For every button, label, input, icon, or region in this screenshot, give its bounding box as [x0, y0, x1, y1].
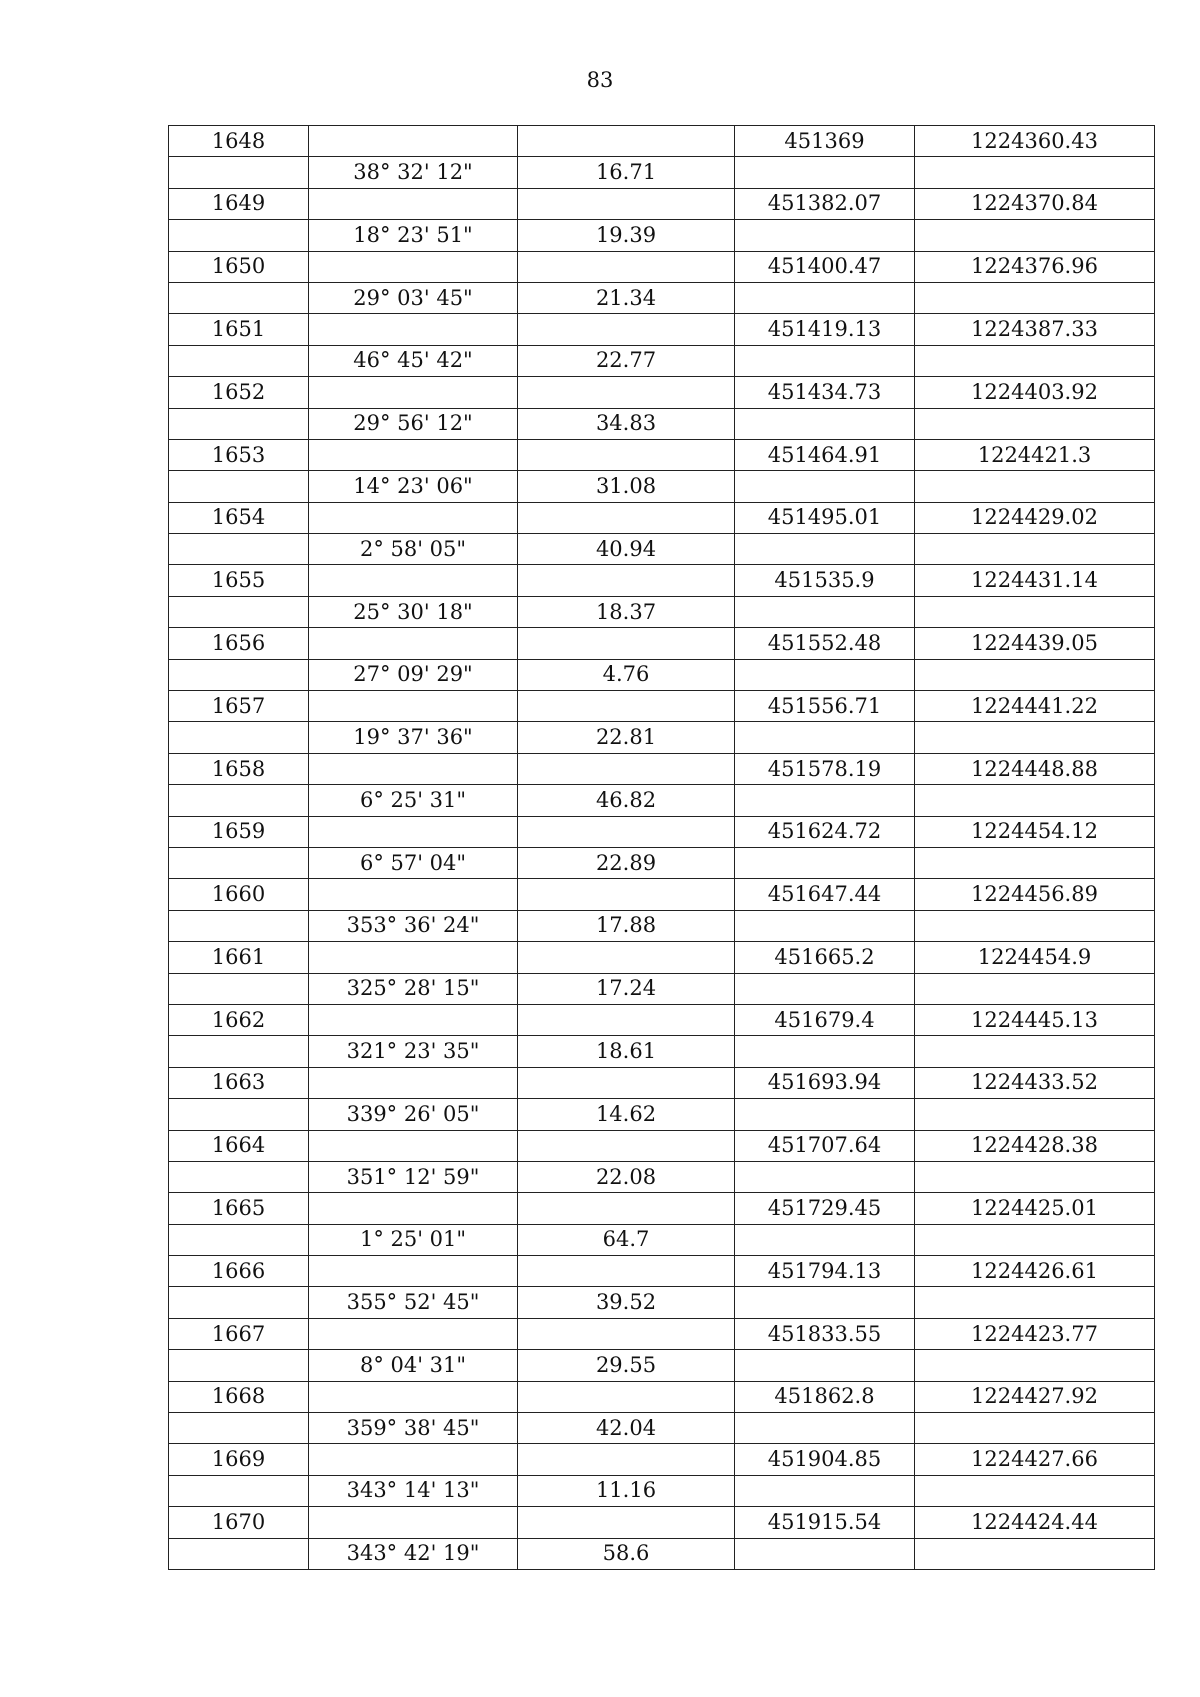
bearing-cell	[309, 1067, 518, 1098]
station-cell	[169, 408, 309, 439]
station-cell: 1654	[169, 502, 309, 533]
station-cell	[169, 910, 309, 941]
northing-cell	[735, 471, 915, 502]
table-row	[169, 157, 1155, 188]
easting-cell	[915, 910, 1155, 941]
easting-cell: 1224441.22	[915, 691, 1155, 722]
bearing-cell: 6° 25' 31"	[309, 785, 518, 816]
station-cell: 1670	[169, 1507, 309, 1538]
easting-cell: 1224423.77	[915, 1318, 1155, 1349]
northing-cell	[735, 1099, 915, 1130]
northing-cell: 451434.73	[735, 377, 915, 408]
table-row	[169, 408, 1155, 439]
station-cell: 1662	[169, 1004, 309, 1035]
northing-cell: 451495.01	[735, 502, 915, 533]
table-row	[169, 1256, 1155, 1287]
bearing-cell	[309, 314, 518, 345]
bearing-cell: 18° 23' 51"	[309, 220, 518, 251]
easting-cell: 1224454.12	[915, 816, 1155, 847]
easting-cell: 1224439.05	[915, 628, 1155, 659]
northing-cell	[735, 1350, 915, 1381]
easting-cell: 1224428.38	[915, 1130, 1155, 1161]
distance-cell	[518, 691, 735, 722]
northing-cell: 451552.48	[735, 628, 915, 659]
northing-cell: 451693.94	[735, 1067, 915, 1098]
bearing-cell	[309, 1507, 518, 1538]
table-row	[169, 1193, 1155, 1224]
northing-cell	[735, 408, 915, 439]
table-row	[169, 753, 1155, 784]
easting-cell	[915, 722, 1155, 753]
easting-cell: 1224424.44	[915, 1507, 1155, 1538]
bearing-cell	[309, 188, 518, 219]
table-row	[169, 534, 1155, 565]
distance-cell	[518, 1507, 735, 1538]
bearing-cell	[309, 691, 518, 722]
bearing-cell	[309, 1318, 518, 1349]
northing-cell	[735, 596, 915, 627]
bearing-cell	[309, 377, 518, 408]
easting-cell	[915, 973, 1155, 1004]
table-row	[169, 282, 1155, 313]
easting-cell	[915, 847, 1155, 878]
northing-cell	[735, 1475, 915, 1506]
station-cell: 1665	[169, 1193, 309, 1224]
bearing-cell: 1° 25' 01"	[309, 1224, 518, 1255]
station-cell: 1668	[169, 1381, 309, 1412]
station-cell	[169, 1475, 309, 1506]
distance-cell: 4.76	[518, 659, 735, 690]
northing-cell	[735, 973, 915, 1004]
distance-cell	[518, 753, 735, 784]
distance-cell	[518, 1256, 735, 1287]
table-row	[169, 188, 1155, 219]
bearing-cell	[309, 879, 518, 910]
table-row	[169, 314, 1155, 345]
table-row	[169, 1036, 1155, 1067]
table-row	[169, 1318, 1155, 1349]
bearing-cell: 29° 03' 45"	[309, 282, 518, 313]
northing-cell	[735, 1161, 915, 1192]
station-cell: 1651	[169, 314, 309, 345]
station-cell	[169, 847, 309, 878]
northing-cell: 451665.2	[735, 942, 915, 973]
distance-cell: 40.94	[518, 534, 735, 565]
distance-cell: 58.6	[518, 1538, 735, 1569]
northing-cell	[735, 659, 915, 690]
table-row	[169, 1224, 1155, 1255]
northing-cell	[735, 1413, 915, 1444]
station-cell	[169, 282, 309, 313]
distance-cell: 18.61	[518, 1036, 735, 1067]
easting-cell	[915, 408, 1155, 439]
distance-cell: 19.39	[518, 220, 735, 251]
table-row	[169, 1413, 1155, 1444]
distance-cell: 16.71	[518, 157, 735, 188]
easting-cell: 1224433.52	[915, 1067, 1155, 1098]
table-row	[169, 1381, 1155, 1412]
station-cell	[169, 1350, 309, 1381]
northing-cell	[735, 910, 915, 941]
northing-cell: 451915.54	[735, 1507, 915, 1538]
easting-cell	[915, 785, 1155, 816]
table-row	[169, 659, 1155, 690]
bearing-cell: 353° 36' 24"	[309, 910, 518, 941]
table-row	[169, 377, 1155, 408]
distance-cell: 64.7	[518, 1224, 735, 1255]
northing-cell	[735, 345, 915, 376]
table-row	[169, 220, 1155, 251]
table-row	[169, 1538, 1155, 1569]
distance-cell	[518, 1444, 735, 1475]
distance-cell	[518, 188, 735, 219]
table-row	[169, 910, 1155, 941]
page-number: 83	[586, 68, 614, 92]
easting-cell: 1224427.92	[915, 1381, 1155, 1412]
easting-cell: 1224448.88	[915, 753, 1155, 784]
bearing-cell	[309, 565, 518, 596]
easting-cell: 1224425.01	[915, 1193, 1155, 1224]
easting-cell	[915, 1475, 1155, 1506]
bearing-cell	[309, 1381, 518, 1412]
easting-cell: 1224421.3	[915, 439, 1155, 470]
station-cell	[169, 973, 309, 1004]
bearing-cell: 25° 30' 18"	[309, 596, 518, 627]
northing-cell	[735, 1224, 915, 1255]
station-cell	[169, 1538, 309, 1569]
northing-cell	[735, 847, 915, 878]
northing-cell: 451369	[735, 126, 915, 157]
northing-cell	[735, 1287, 915, 1318]
distance-cell	[518, 1067, 735, 1098]
table-row	[169, 471, 1155, 502]
northing-cell	[735, 1036, 915, 1067]
northing-cell: 451707.64	[735, 1130, 915, 1161]
easting-cell: 1224429.02	[915, 502, 1155, 533]
distance-cell: 39.52	[518, 1287, 735, 1318]
bearing-cell: 339° 26' 05"	[309, 1099, 518, 1130]
easting-cell	[915, 1099, 1155, 1130]
table-row	[169, 596, 1155, 627]
easting-cell	[915, 659, 1155, 690]
bearing-cell: 321° 23' 35"	[309, 1036, 518, 1067]
northing-cell: 451400.47	[735, 251, 915, 282]
bearing-cell	[309, 1193, 518, 1224]
distance-cell	[518, 439, 735, 470]
northing-cell: 451647.44	[735, 879, 915, 910]
bearing-cell	[309, 942, 518, 973]
table-row	[169, 502, 1155, 533]
bearing-cell: 343° 42' 19"	[309, 1538, 518, 1569]
easting-cell	[915, 282, 1155, 313]
easting-cell	[915, 534, 1155, 565]
easting-cell: 1224454.9	[915, 942, 1155, 973]
easting-cell	[915, 1161, 1155, 1192]
bearing-cell: 8° 04' 31"	[309, 1350, 518, 1381]
table-row	[169, 345, 1155, 376]
northing-cell	[735, 282, 915, 313]
easting-cell: 1224370.84	[915, 188, 1155, 219]
station-cell: 1669	[169, 1444, 309, 1475]
easting-cell: 1224403.92	[915, 377, 1155, 408]
table-row	[169, 1507, 1155, 1538]
station-cell	[169, 1413, 309, 1444]
table-row	[169, 565, 1155, 596]
table-row	[169, 879, 1155, 910]
table-row	[169, 1004, 1155, 1035]
station-cell: 1650	[169, 251, 309, 282]
table-row	[169, 439, 1155, 470]
easting-cell: 1224387.33	[915, 314, 1155, 345]
table-row	[169, 1130, 1155, 1161]
distance-cell	[518, 1318, 735, 1349]
survey-table	[168, 125, 1155, 1570]
easting-cell: 1224456.89	[915, 879, 1155, 910]
bearing-cell: 355° 52' 45"	[309, 1287, 518, 1318]
station-cell	[169, 785, 309, 816]
station-cell: 1660	[169, 879, 309, 910]
northing-cell: 451794.13	[735, 1256, 915, 1287]
table-row	[169, 1444, 1155, 1475]
northing-cell: 451624.72	[735, 816, 915, 847]
station-cell: 1655	[169, 565, 309, 596]
northing-cell: 451729.45	[735, 1193, 915, 1224]
station-cell	[169, 345, 309, 376]
table-row	[169, 847, 1155, 878]
station-cell: 1656	[169, 628, 309, 659]
bearing-cell	[309, 753, 518, 784]
table-row	[169, 1287, 1155, 1318]
easting-cell	[915, 1538, 1155, 1569]
easting-cell	[915, 1350, 1155, 1381]
station-cell: 1649	[169, 188, 309, 219]
easting-cell	[915, 157, 1155, 188]
northing-cell: 451904.85	[735, 1444, 915, 1475]
bearing-cell: 38° 32' 12"	[309, 157, 518, 188]
bearing-cell: 29° 56' 12"	[309, 408, 518, 439]
bearing-cell: 343° 14' 13"	[309, 1475, 518, 1506]
distance-cell	[518, 565, 735, 596]
distance-cell	[518, 942, 735, 973]
station-cell: 1664	[169, 1130, 309, 1161]
bearing-cell: 359° 38' 45"	[309, 1413, 518, 1444]
station-cell	[169, 1224, 309, 1255]
distance-cell: 14.62	[518, 1099, 735, 1130]
northing-cell	[735, 157, 915, 188]
bearing-cell	[309, 126, 518, 157]
distance-cell: 22.89	[518, 847, 735, 878]
station-cell	[169, 1099, 309, 1130]
bearing-cell: 27° 09' 29"	[309, 659, 518, 690]
bearing-cell: 351° 12' 59"	[309, 1161, 518, 1192]
station-cell: 1661	[169, 942, 309, 973]
easting-cell	[915, 471, 1155, 502]
distance-cell	[518, 628, 735, 659]
bearing-cell	[309, 439, 518, 470]
northing-cell: 451679.4	[735, 1004, 915, 1035]
distance-cell	[518, 251, 735, 282]
station-cell	[169, 659, 309, 690]
bearing-cell	[309, 251, 518, 282]
bearing-cell: 325° 28' 15"	[309, 973, 518, 1004]
table-row	[169, 251, 1155, 282]
distance-cell: 42.04	[518, 1413, 735, 1444]
station-cell	[169, 534, 309, 565]
table-row	[169, 126, 1155, 157]
distance-cell	[518, 879, 735, 910]
distance-cell: 34.83	[518, 408, 735, 439]
distance-cell: 22.08	[518, 1161, 735, 1192]
easting-cell: 1224426.61	[915, 1256, 1155, 1287]
bearing-cell	[309, 1004, 518, 1035]
station-cell: 1667	[169, 1318, 309, 1349]
table-row	[169, 973, 1155, 1004]
table-row	[169, 785, 1155, 816]
distance-cell	[518, 1130, 735, 1161]
station-cell: 1652	[169, 377, 309, 408]
station-cell: 1659	[169, 816, 309, 847]
distance-cell: 22.77	[518, 345, 735, 376]
distance-cell: 22.81	[518, 722, 735, 753]
station-cell: 1653	[169, 439, 309, 470]
station-cell	[169, 1287, 309, 1318]
bearing-cell	[309, 1444, 518, 1475]
northing-cell: 451535.9	[735, 565, 915, 596]
northing-cell: 451419.13	[735, 314, 915, 345]
station-cell	[169, 596, 309, 627]
bearing-cell	[309, 628, 518, 659]
bearing-cell	[309, 816, 518, 847]
station-cell: 1666	[169, 1256, 309, 1287]
distance-cell	[518, 816, 735, 847]
bearing-cell	[309, 1256, 518, 1287]
station-cell: 1648	[169, 126, 309, 157]
distance-cell	[518, 377, 735, 408]
table-row	[169, 628, 1155, 659]
distance-cell	[518, 1381, 735, 1412]
easting-cell	[915, 596, 1155, 627]
bearing-cell: 14° 23' 06"	[309, 471, 518, 502]
northing-cell: 451862.8	[735, 1381, 915, 1412]
bearing-cell	[309, 1130, 518, 1161]
bearing-cell	[309, 502, 518, 533]
distance-cell: 21.34	[518, 282, 735, 313]
easting-cell: 1224431.14	[915, 565, 1155, 596]
distance-cell	[518, 502, 735, 533]
northing-cell	[735, 722, 915, 753]
easting-cell	[915, 345, 1155, 376]
northing-cell	[735, 534, 915, 565]
northing-cell	[735, 220, 915, 251]
table-row	[169, 1067, 1155, 1098]
northing-cell	[735, 785, 915, 816]
northing-cell: 451382.07	[735, 188, 915, 219]
easting-cell	[915, 220, 1155, 251]
station-cell: 1658	[169, 753, 309, 784]
table-row	[169, 942, 1155, 973]
distance-cell: 17.24	[518, 973, 735, 1004]
table-row	[169, 1161, 1155, 1192]
bearing-cell: 2° 58' 05"	[309, 534, 518, 565]
station-cell	[169, 471, 309, 502]
distance-cell: 11.16	[518, 1475, 735, 1506]
northing-cell: 451578.19	[735, 753, 915, 784]
survey-table-body	[169, 126, 1155, 1570]
bearing-cell: 6° 57' 04"	[309, 847, 518, 878]
easting-cell: 1224376.96	[915, 251, 1155, 282]
station-cell: 1657	[169, 691, 309, 722]
northing-cell: 451833.55	[735, 1318, 915, 1349]
table-row	[169, 1099, 1155, 1130]
bearing-cell: 19° 37' 36"	[309, 722, 518, 753]
table-row	[169, 816, 1155, 847]
distance-cell	[518, 1004, 735, 1035]
distance-cell	[518, 314, 735, 345]
table-row	[169, 1350, 1155, 1381]
table-row	[169, 691, 1155, 722]
distance-cell: 18.37	[518, 596, 735, 627]
station-cell	[169, 1161, 309, 1192]
bearing-cell: 46° 45' 42"	[309, 345, 518, 376]
table-row	[169, 1475, 1155, 1506]
distance-cell: 46.82	[518, 785, 735, 816]
easting-cell	[915, 1036, 1155, 1067]
easting-cell: 1224445.13	[915, 1004, 1155, 1035]
station-cell: 1663	[169, 1067, 309, 1098]
northing-cell: 451464.91	[735, 439, 915, 470]
table-row	[169, 722, 1155, 753]
easting-cell	[915, 1224, 1155, 1255]
easting-cell: 1224427.66	[915, 1444, 1155, 1475]
station-cell	[169, 1036, 309, 1067]
distance-cell: 29.55	[518, 1350, 735, 1381]
distance-cell: 31.08	[518, 471, 735, 502]
easting-cell	[915, 1413, 1155, 1444]
easting-cell: 1224360.43	[915, 126, 1155, 157]
station-cell	[169, 722, 309, 753]
distance-cell	[518, 1193, 735, 1224]
northing-cell: 451556.71	[735, 691, 915, 722]
distance-cell: 17.88	[518, 910, 735, 941]
station-cell	[169, 220, 309, 251]
distance-cell	[518, 126, 735, 157]
station-cell	[169, 157, 309, 188]
easting-cell	[915, 1287, 1155, 1318]
northing-cell	[735, 1538, 915, 1569]
